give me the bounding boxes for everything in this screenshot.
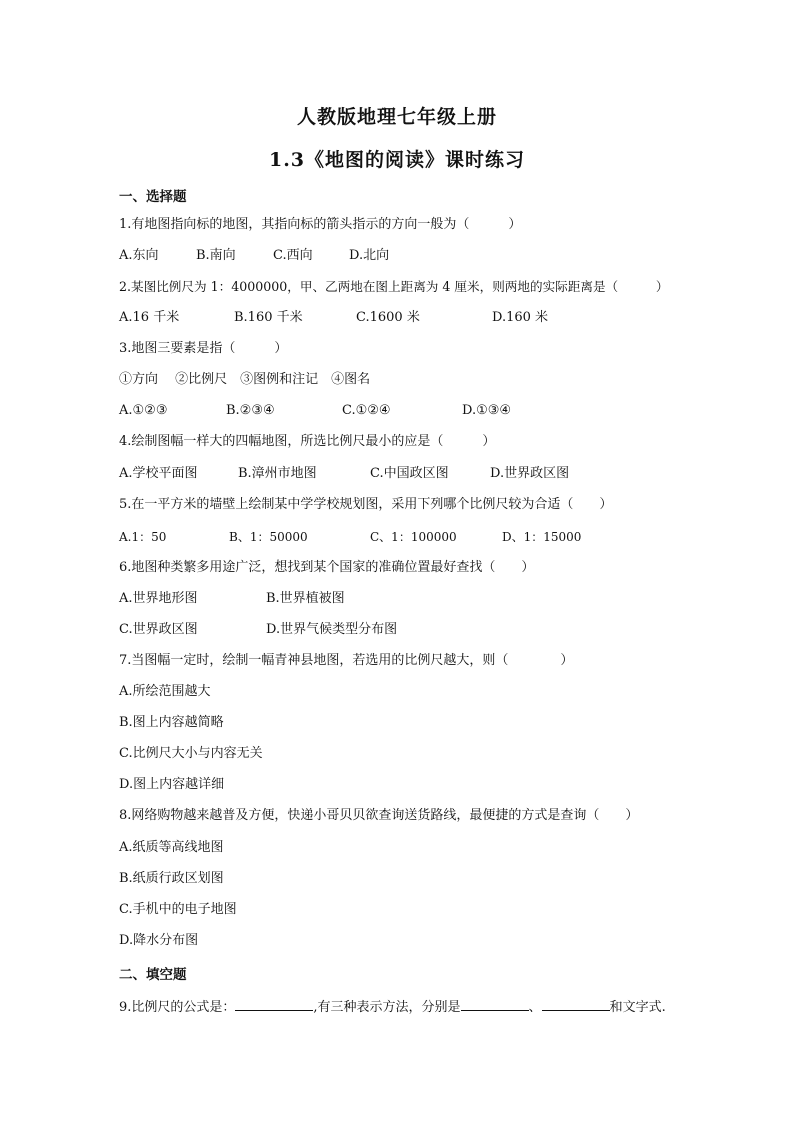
question-1-stem: 1.有地图指向标的地图，其指向标的箭头指示的方向一般为（ ） <box>119 217 522 232</box>
question-8-option-c: C.手机中的电子地图 <box>119 902 237 917</box>
question-9-text-d: 和文字式. <box>609 1000 666 1015</box>
question-3-option-b: B.②③④ <box>226 403 275 418</box>
question-2-option-a: A.16 千米 <box>119 310 180 325</box>
question-2-option-b: B.160 千米 <box>234 310 303 325</box>
question-9-blank-2 <box>461 996 529 1011</box>
question-4-stem: 4.绘制图幅一样大的四幅地图，所选比例尺最小的应是（ ） <box>119 434 496 449</box>
document-subtitle: 1.3《地图的阅读》课时练习 <box>268 149 526 171</box>
question-4-option-a: A.学校平面图 <box>119 466 198 481</box>
question-5-stem: 5.在一平方米的墙壁上绘制某中学学校规划图，采用下列哪个比例尺较为合适（ ） <box>119 497 613 512</box>
question-9-text-b: ,有三种表示方法，分别是 <box>313 1000 461 1015</box>
question-9-text-c: 、 <box>528 1000 542 1015</box>
question-6-option-c: C.世界政区图 <box>119 622 198 637</box>
question-1-option-a: A.东向 <box>119 248 159 263</box>
question-1-option-b: B.南向 <box>196 248 236 263</box>
question-9-text-a: 9.比例尺的公式是： <box>119 1000 236 1015</box>
question-6-option-b: B.世界植被图 <box>266 591 345 606</box>
question-8-option-b: B.纸质行政区划图 <box>119 871 224 886</box>
question-8-option-a: A.纸质等高线地图 <box>119 840 224 855</box>
question-3-option-d: D.①③④ <box>462 403 512 418</box>
question-1-option-d: D.北向 <box>349 248 390 263</box>
question-9-blank-1 <box>235 996 313 1011</box>
question-2-stem: 2.某图比例尺为 1：4000000，甲、乙两地在图上距离为 4 厘米，则两地的实际距离是（ ） <box>119 279 669 294</box>
question-7-option-a: A.所绘范围越大 <box>119 684 211 699</box>
question-2-option-c: C.1600 米 <box>356 310 420 325</box>
section-heading-choice: 一、选择题 <box>119 189 187 205</box>
question-9 <box>119 996 666 1017</box>
question-7-option-d: D.图上内容越详细 <box>119 777 225 792</box>
question-5-option-a: A.1：50 <box>119 530 167 544</box>
question-3-option-a: A.①②③ <box>119 403 168 418</box>
question-7-stem: 7.当图幅一定时，绘制一幅青神县地图，若选用的比例尺越大，则（ ） <box>119 653 574 668</box>
question-3-elements-list: ①方向 ②比例尺 ③图例和注记 ④图名 <box>119 372 371 387</box>
section-heading-fill: 二、填空题 <box>119 967 187 983</box>
document-title: 人教版地理七年级上册 <box>296 106 497 128</box>
question-8-option-d: D.降水分布图 <box>119 933 199 948</box>
question-6-option-d: D.世界气候类型分布图 <box>266 622 398 637</box>
question-5-option-b: B、1：50000 <box>229 530 308 544</box>
question-7-option-c: C.比例尺大小与内容无关 <box>119 746 263 761</box>
question-6-option-a: A.世界地形图 <box>119 591 198 606</box>
question-4-option-d: D.世界政区图 <box>490 466 570 481</box>
question-5-option-d: D、1：15000 <box>502 530 582 544</box>
question-7-option-b: B.图上内容越简略 <box>119 715 224 730</box>
question-2-option-d: D.160 米 <box>492 310 549 325</box>
question-9-blank-3 <box>542 996 610 1011</box>
question-4-option-c: C.中国政区图 <box>370 466 449 481</box>
question-5-option-c: C、1：100000 <box>370 530 457 544</box>
question-1-option-c: C.西向 <box>273 248 313 263</box>
question-3-stem: 3.地图三要素是指（ ） <box>119 341 288 356</box>
question-6-stem: 6.地图种类繁多用途广泛，想找到某个国家的准确位置最好查找（ ） <box>119 560 535 575</box>
question-4-option-b: B.漳州市地图 <box>238 466 317 481</box>
question-3-option-c: C.①②④ <box>342 403 391 418</box>
question-8-stem: 8.网络购物越来越普及方便，快递小哥贝贝欲查询送货路线，最便捷的方式是查询（ ） <box>119 808 639 823</box>
